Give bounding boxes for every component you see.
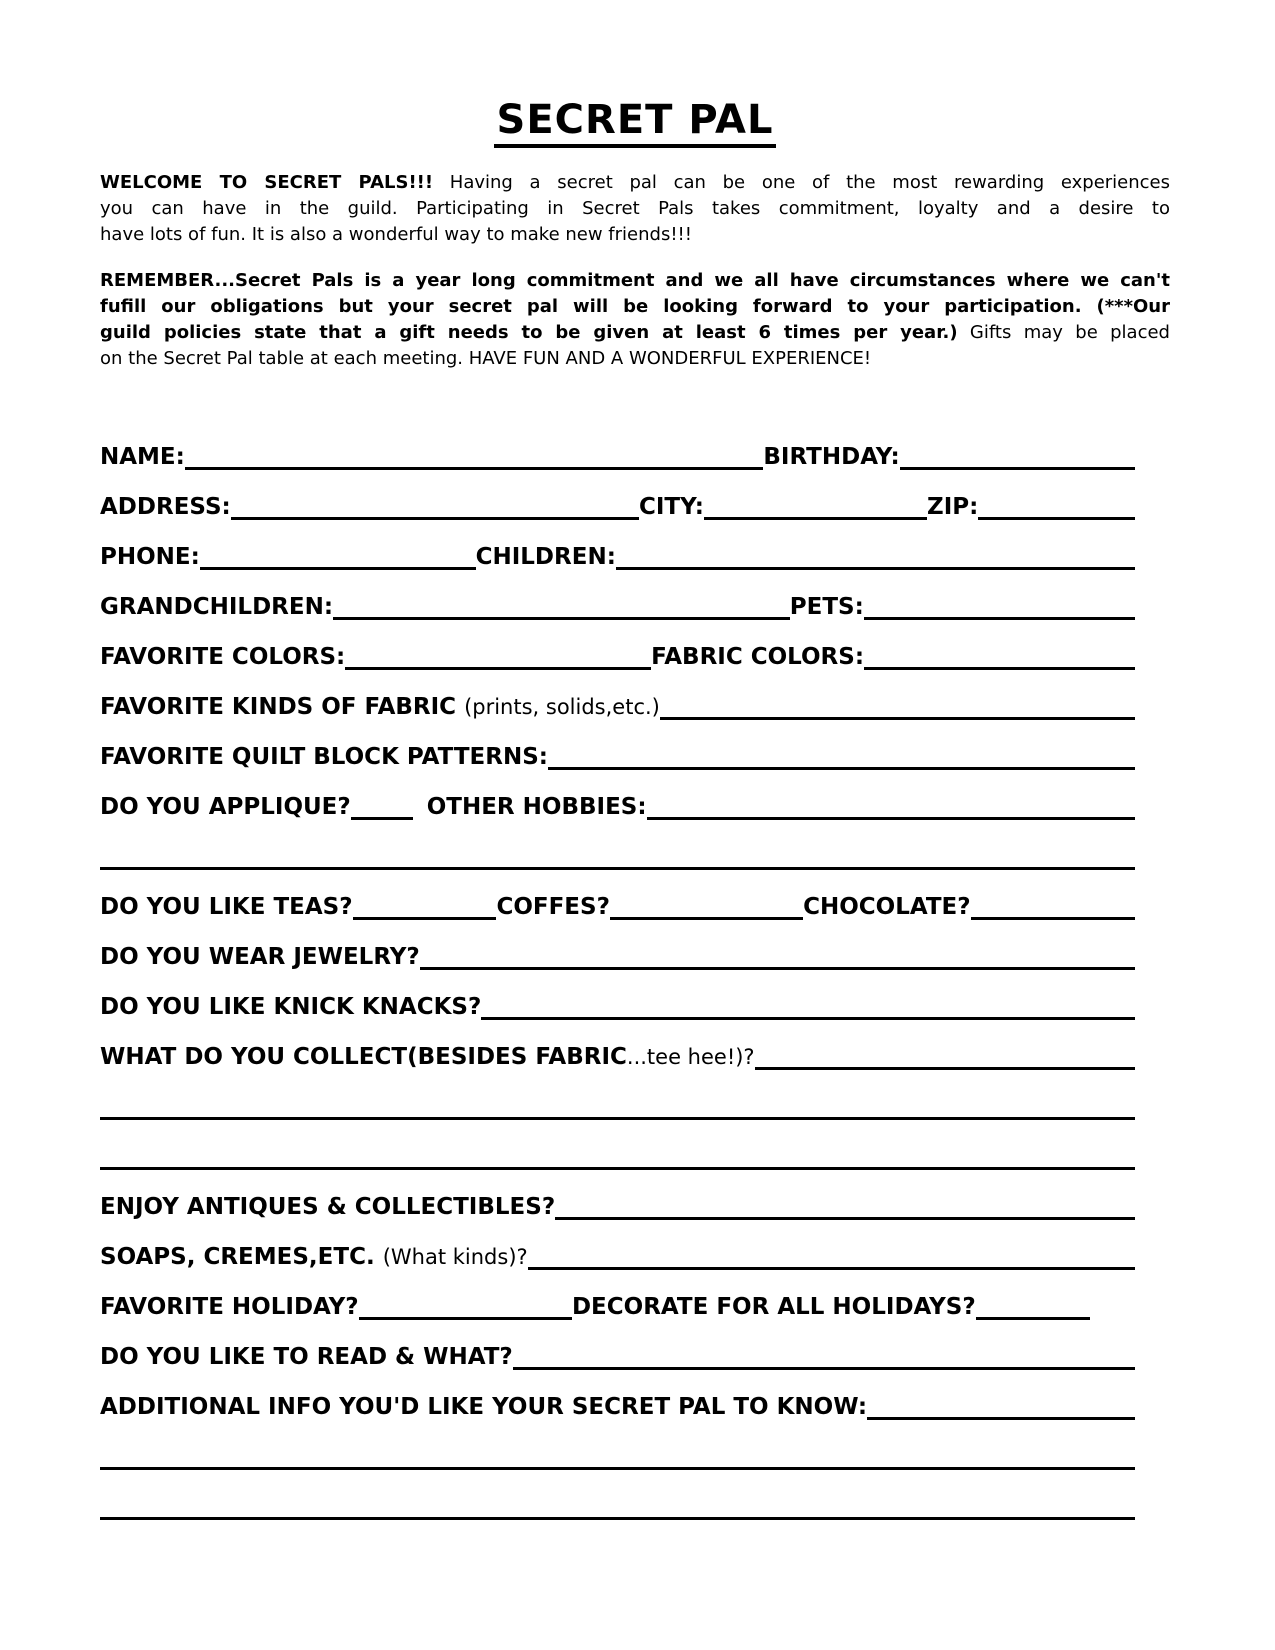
reminder-line-2: fufill our obligations but your secret pal will be looking forward to your participation. (***Our	[100, 296, 1170, 317]
full-blank-line	[100, 1488, 1135, 1520]
jewelry-label: DO YOU WEAR JEWELRY?	[100, 943, 420, 970]
row-address-city-zip	[100, 488, 1135, 520]
row-jewelry	[100, 938, 1135, 970]
row-read	[100, 1338, 1135, 1370]
row-blank-5	[100, 1488, 1135, 1520]
favorite-colors-label: FAVORITE COLORS:	[100, 643, 346, 670]
row-teas-coffes-chocolate	[100, 888, 1135, 920]
reminder-line-3-bold: guild policies state that a gift needs to be given at least 6 times per year.)	[100, 322, 958, 343]
full-blank-line	[100, 1138, 1135, 1170]
pets-label: PETS:	[789, 593, 864, 620]
quilt-patterns-blank-line	[548, 738, 1135, 770]
zip-blank-line	[978, 488, 1135, 520]
row-favorite-colors-fabric-colors	[100, 638, 1135, 670]
antiques-label: ENJOY ANTIQUES & COLLECTIBLES?	[100, 1193, 556, 1220]
favorite-fabric-label	[100, 695, 660, 720]
form-section	[100, 438, 1170, 1520]
favorite-holiday-blank-line	[359, 1288, 572, 1320]
fabric-colors-label: FABRIC COLORS:	[651, 643, 865, 670]
row-phone-children	[100, 538, 1135, 570]
row-additional-info	[100, 1388, 1135, 1420]
zip-label: ZIP:	[927, 493, 979, 520]
decorate-label: DECORATE FOR ALL HOLIDAYS?	[571, 1293, 976, 1320]
read-blank-line	[513, 1338, 1135, 1370]
collect-label	[100, 1045, 755, 1070]
row-soaps	[100, 1238, 1135, 1270]
collect-blank-line	[755, 1038, 1135, 1070]
knick-knacks-label: DO YOU LIKE KNICK KNACKS?	[100, 993, 482, 1020]
soaps-label-paren: (What kinds)?	[382, 1244, 528, 1269]
row-knick-knacks	[100, 988, 1135, 1020]
favorite-colors-blank-line	[345, 638, 651, 670]
applique-blank-line	[351, 788, 413, 820]
soaps-label	[100, 1245, 528, 1270]
read-label: DO YOU LIKE TO READ & WHAT?	[100, 1343, 513, 1370]
row-blank-1	[100, 838, 1135, 870]
grandchildren-label: GRANDCHILDREN:	[100, 593, 334, 620]
row-quilt-patterns	[100, 738, 1135, 770]
favorite-fabric-label-bold: FAVORITE KINDS OF FABRIC	[100, 693, 465, 720]
chocolate-blank-line	[971, 888, 1135, 920]
additional-info-label: ADDITIONAL INFO YOU'D LIKE YOUR SECRET PAL TO KNOW:	[100, 1393, 868, 1420]
row-blank-3	[100, 1138, 1135, 1170]
chocolate-label: CHOCOLATE?	[803, 893, 971, 920]
full-blank-line	[100, 1088, 1135, 1120]
applique-label: DO YOU APPLIQUE?	[100, 793, 351, 820]
intro-line-1	[100, 170, 1170, 196]
children-blank-line	[616, 538, 1135, 570]
name-blank-line	[185, 438, 764, 470]
teas-blank-line	[353, 888, 497, 920]
fabric-colors-blank-line	[864, 638, 1135, 670]
reminder-line-3-rest: Gifts may be placed	[957, 322, 1170, 343]
birthday-label: BIRTHDAY:	[763, 443, 900, 470]
row-name-birthday	[100, 438, 1135, 470]
collect-label-bold: WHAT DO YOU COLLECT(BESIDES FABRIC	[100, 1043, 627, 1070]
full-blank-line	[100, 838, 1135, 870]
birthday-blank-line	[900, 438, 1135, 470]
grandchildren-blank-line	[333, 588, 790, 620]
additional-info-blank-line	[867, 1388, 1135, 1420]
city-label: CITY:	[638, 493, 704, 520]
decorate-blank-line	[976, 1288, 1090, 1320]
reminder-line-3	[100, 320, 1170, 346]
row-antiques	[100, 1188, 1135, 1220]
intro-line-2: you can have in the guild. Participating in Secret Pals takes commitment, loyalty and a desire to	[100, 198, 1170, 219]
soaps-blank-line	[528, 1238, 1135, 1270]
favorite-fabric-blank-line	[660, 688, 1135, 720]
intro-lead: WELCOME TO SECRET PALS!!!	[100, 172, 434, 193]
other-hobbies-blank-line	[647, 788, 1135, 820]
row-blank-4	[100, 1438, 1135, 1470]
knick-knacks-blank-line	[481, 988, 1135, 1020]
city-blank-line	[704, 488, 927, 520]
intro-line-3: have lots of fun. It is also a wonderful way to make new friends!!!	[100, 224, 692, 245]
intro-line-1-rest: Having a secret pal can be one of the most rewarding experiences	[433, 172, 1170, 193]
row-collect	[100, 1038, 1135, 1070]
soaps-label-bold: SOAPS, CREMES,ETC.	[100, 1243, 383, 1270]
antiques-blank-line	[555, 1188, 1135, 1220]
reminder-paragraph	[100, 268, 1170, 372]
full-blank-line	[100, 1438, 1135, 1470]
row-holiday-decorate	[100, 1288, 1135, 1320]
coffes-label: COFFES?	[496, 893, 610, 920]
reminder-line-4: on the Secret Pal table at each meeting. HAVE FUN AND A WONDERFUL EXPERIENCE!	[100, 348, 872, 369]
favorite-fabric-label-paren: (prints, solids,etc.)	[464, 694, 660, 719]
phone-blank-line	[200, 538, 476, 570]
address-label: ADDRESS:	[100, 493, 231, 520]
jewelry-blank-line	[420, 938, 1135, 970]
children-label: CHILDREN:	[475, 543, 616, 570]
pets-blank-line	[864, 588, 1135, 620]
row-favorite-fabric	[100, 688, 1135, 720]
row-applique-hobbies	[100, 788, 1135, 820]
row-blank-2	[100, 1088, 1135, 1120]
name-label: NAME:	[100, 443, 185, 470]
page-title-text: SECRET PAL	[494, 97, 777, 148]
row-grandchildren-pets	[100, 588, 1135, 620]
page-title	[100, 96, 1170, 144]
coffes-blank-line	[610, 888, 803, 920]
reminder-line-1: REMEMBER...Secret Pals is a year long commitment and we all have circumstances where we can't	[100, 270, 1170, 291]
favorite-holiday-label: FAVORITE HOLIDAY?	[100, 1293, 359, 1320]
other-hobbies-label: OTHER HOBBIES:	[426, 793, 647, 820]
collect-label-rest: ...tee hee!)?	[626, 1044, 755, 1069]
teas-label: DO YOU LIKE TEAS?	[100, 893, 353, 920]
quilt-patterns-label: FAVORITE QUILT BLOCK PATTERNS:	[100, 743, 548, 770]
address-blank-line	[231, 488, 639, 520]
phone-label: PHONE:	[100, 543, 200, 570]
intro-paragraph	[100, 170, 1170, 248]
